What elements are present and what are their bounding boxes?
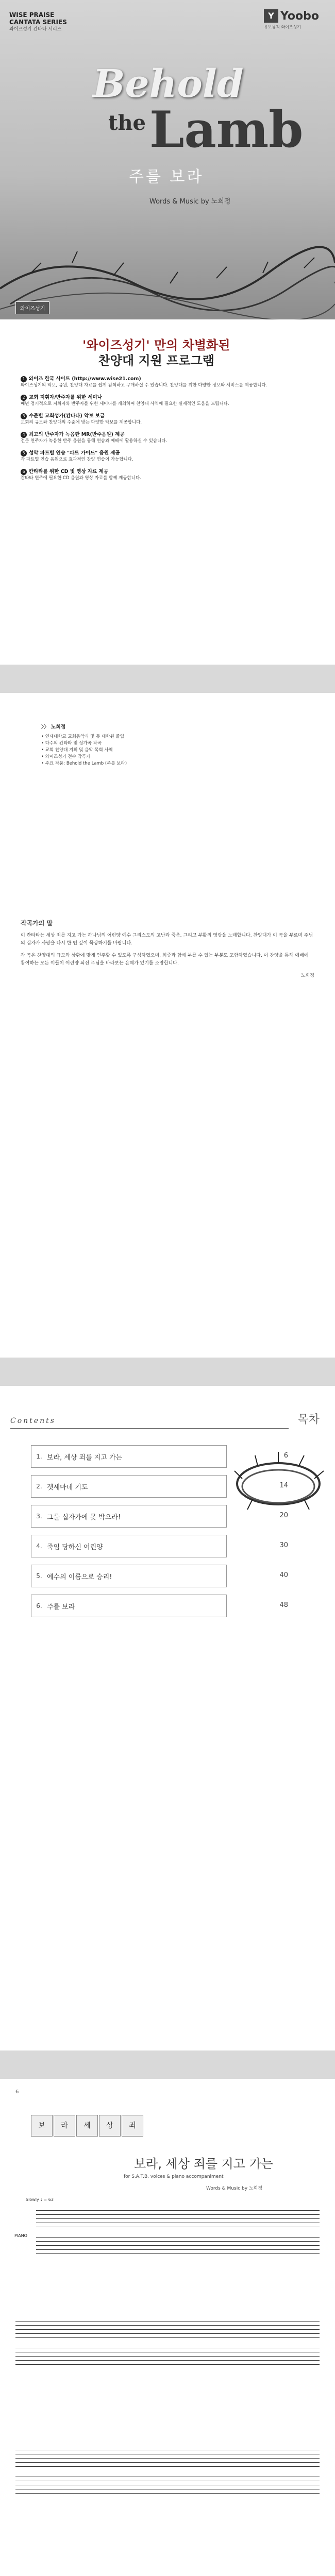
info-line: • 와이즈성기 전속 작곡가 <box>41 754 91 759</box>
intro-page <box>0 693 335 1358</box>
tempo-mark: Slowly ♩ = 63 <box>26 2197 54 2202</box>
crown-of-thorns-icon <box>0 185 335 319</box>
promo-item: 4 최고의 반주자가 녹음한 MR(반주음원) 제공 전문 연주자가 녹음한 반주 음원을 통해 연습과 예배에 활용하실 수 있습니다. <box>21 432 167 444</box>
promo-title-line1: '와이즈성기' 만의 차별화된 <box>82 338 230 352</box>
title-behold: Behold <box>93 62 244 106</box>
staff <box>15 2348 320 2368</box>
author-credit: Words & Music by 노희정 <box>149 198 231 206</box>
hymn-block: 보 <box>31 2115 53 2137</box>
staff-system <box>15 2210 320 2264</box>
hymn-block: 세 <box>76 2115 98 2137</box>
title-korean: 주를 보라 <box>129 168 204 186</box>
logo-sub: 유보뮤직 와이즈성기 <box>264 25 301 29</box>
contents-label-kr: 목차 <box>297 1413 320 1426</box>
score-page <box>0 2079 335 2576</box>
toc-item[interactable]: 4. 죽임 당하신 어린양 30 <box>31 1535 227 1557</box>
contents-rule <box>10 1428 289 1429</box>
toc-item[interactable]: 3. 그를 십자가에 못 박으라! 20 <box>31 1505 227 1528</box>
composer-heading: 〉〉 노희정 <box>41 724 66 730</box>
staff <box>15 2477 320 2497</box>
contents-page <box>0 1386 335 2050</box>
staff-system <box>15 2321 320 2375</box>
staff <box>36 2210 320 2231</box>
note-heading: 작곡가의 말 <box>21 920 53 927</box>
piece-title: 보라, 세상 죄를 지고 가는 <box>134 2157 273 2171</box>
piece-subtitle: for S.A.T.B. voices & piano accompaniment <box>124 2174 224 2179</box>
logo-text: Yoobo <box>280 9 320 23</box>
hymn-block: 라 <box>54 2115 75 2137</box>
promo-item: 5 성악 파트별 연습 "파트 가이드" 음원 제공 각 파트별 연습 음원으로 효과적인 찬양 연습이 가능합니다. <box>21 450 133 462</box>
title-the: the <box>108 111 146 135</box>
promo-title-line2: 찬양대 지원 프로그램 <box>98 353 214 368</box>
cover-badge: 와이즈성기 <box>15 301 49 314</box>
info-line: • 주요 작품: Behold the Lamb (주를 보라) <box>41 761 127 766</box>
staff <box>15 2450 320 2470</box>
series-kr: 와이즈성기 칸타타 시리즈 <box>9 27 62 32</box>
page-number: 6 <box>15 2089 19 2095</box>
contents-header <box>0 1386 335 1432</box>
composer-note <box>21 920 314 985</box>
note-signature: 노희정 <box>300 973 314 978</box>
toc-item[interactable]: 1. 보라, 세상 죄를 지고 가는 6 <box>31 1445 227 1468</box>
series-title <box>9 11 67 33</box>
contents-label: Contents <box>10 1417 56 1425</box>
info-line: • 연세대학교 교회음악과 및 동 대학원 졸업 <box>41 734 124 739</box>
publisher-logo <box>264 9 326 33</box>
series-en: WISE PRAISE CANTATA SERIES <box>9 11 67 26</box>
promo-item: 1 와이즈 한국 사이트 (http://www.wise21.com) 와이즈성기의 악보, 음원, 찬양대 자료를 쉽게 검색하고 구매하실 수 있습니다. 찬양대를 위한 다양한 정보와 서비스를 제공합니다. <box>21 376 267 388</box>
piano-label: PIANO <box>14 2233 27 2238</box>
note-paragraph: 각 곡은 찬양대의 규모와 상황에 맞게 연주할 수 있도록 구성하였으며, 회중과 함께 부를 수 있는 부분도 포함하였습니다. 이 찬양을 통해 예배에 참여하는 모든 이들이 어린양 되신 주님을 바라보는 은혜가 있기를 소망합니다. <box>21 953 309 966</box>
toc-list <box>31 1445 288 1624</box>
cover-page <box>0 0 335 665</box>
promo-list <box>21 376 320 487</box>
promo-title <box>82 337 230 368</box>
toc-item[interactable]: 6. 주를 보라 48 <box>31 1595 227 1617</box>
info-line: • 다수의 칸타타 및 성가곡 작곡 <box>41 741 102 746</box>
composer-info <box>41 724 294 767</box>
hymn-title-blocks <box>31 2115 144 2137</box>
logo-mark-icon: Y <box>264 9 278 23</box>
piece-credit: Words & Music by 노희정 <box>206 2186 263 2191</box>
promo-item: 2 교회 지휘자/반주자를 위한 세미나 매년 정기적으로 지휘자와 반주자를 위한 세미나를 개최하여 찬양대 사역에 필요한 실제적인 도움을 드립니다. <box>21 395 229 406</box>
title-lamb: Lamb <box>149 100 304 159</box>
hymn-block: 죄 <box>122 2115 143 2137</box>
staff <box>36 2237 320 2258</box>
toc-item[interactable]: 2. 겟세마네 기도 14 <box>31 1475 227 1498</box>
hymn-block: 상 <box>99 2115 121 2137</box>
promo-item: 3 수준별 교회성가(칸타타) 악보 보급 교회의 규모와 찬양대의 수준에 맞는 다양한 악보를 제공합니다. <box>21 413 142 425</box>
promo-item: 6 칸타타를 위한 CD 및 영상 자료 제공 칸타타 연주에 필요한 CD 음원과 영상 자료를 함께 제공합니다. <box>21 469 141 481</box>
toc-item[interactable]: 5. 예수의 이름으로 승리! 40 <box>31 1565 227 1587</box>
note-paragraph: 이 칸타타는 세상 죄를 지고 가는 하나님의 어린양 예수 그리스도의 고난과 죽음, 그리고 부활의 영광을 노래합니다. 찬양대가 이 곡을 부르며 주님의 십자가 사랑을 다시 한 번 깊이 묵상하기를 바랍니다. <box>21 933 313 946</box>
staff <box>15 2321 320 2342</box>
staff-system <box>15 2450 320 2503</box>
crown-of-thorns-icon <box>227 1437 330 1530</box>
info-line: • 교회 찬양대 지휘 및 음악 목회 사역 <box>41 748 113 753</box>
